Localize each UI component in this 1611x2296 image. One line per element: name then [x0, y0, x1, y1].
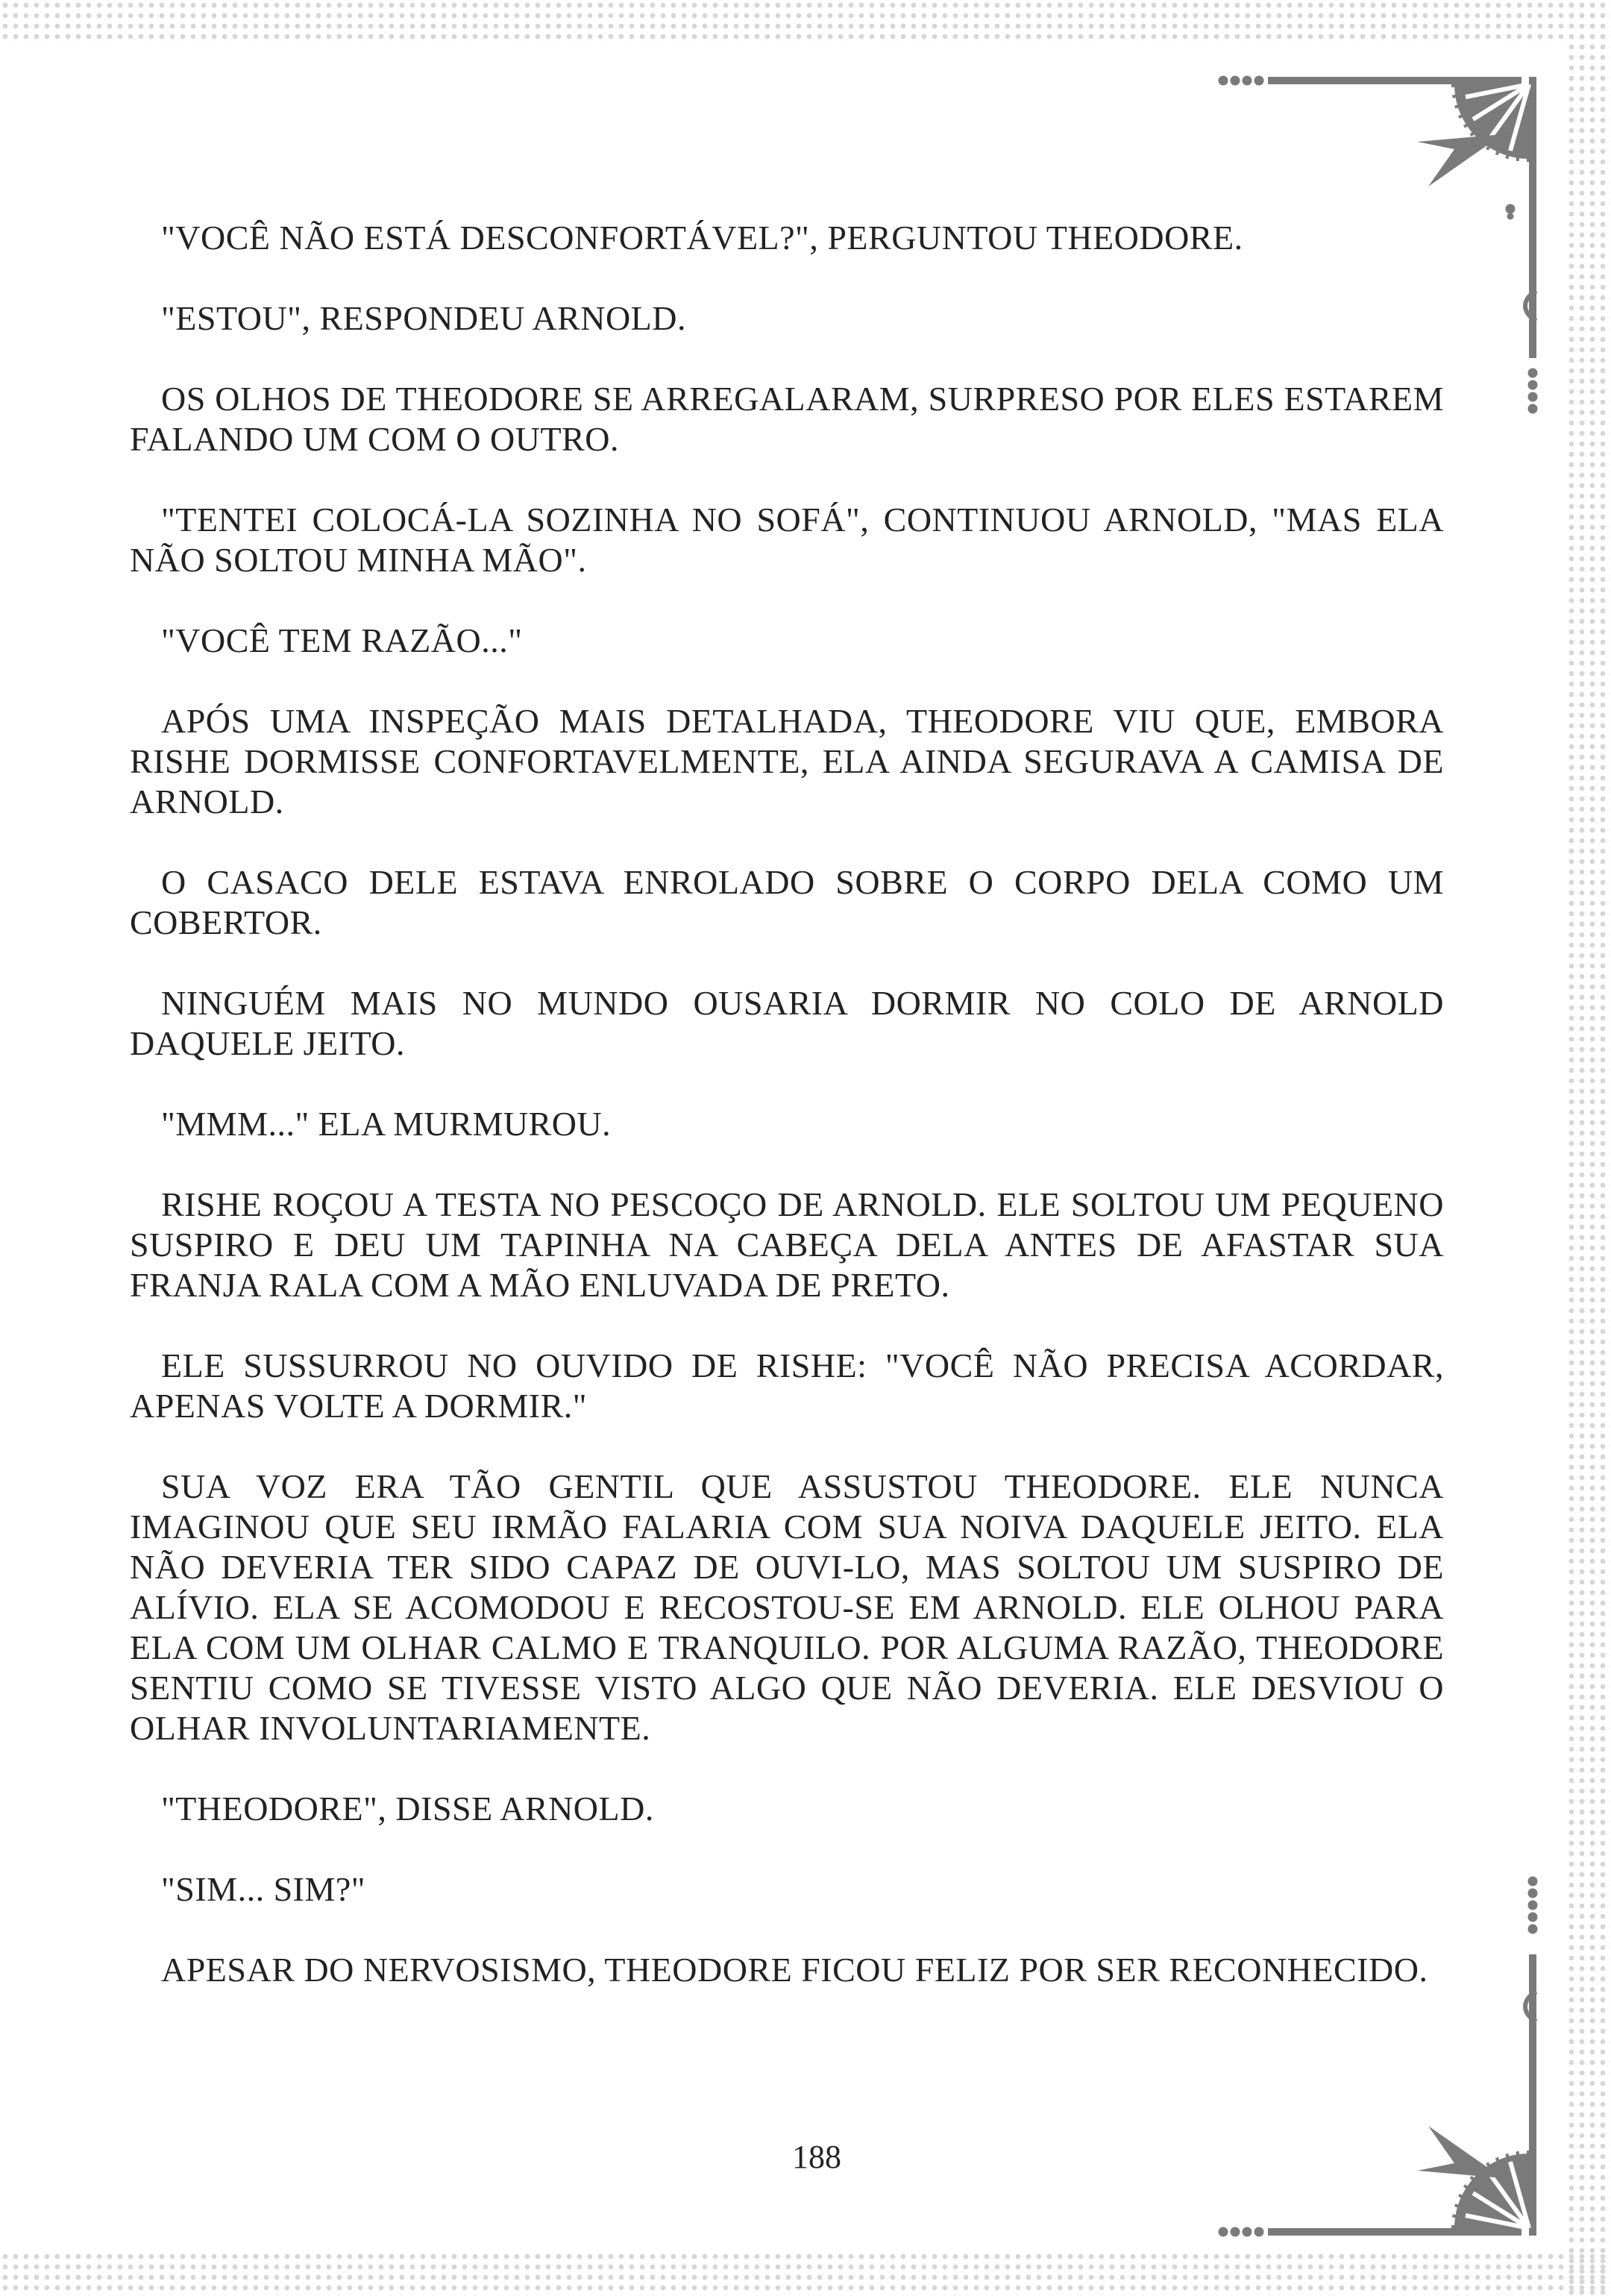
- paragraph: RISHE ROÇOU A TESTA NO PESCOÇO DE ARNOLD. ELE SOLTOU UM PEQUENO SUSPIRO E DEU UM TAPINHA NA CABEÇA DELA ANTES DE AFASTAR SUA FRANJA RALA COM A MÃO ENLUVADA DE PRETO.: [130, 1185, 1444, 1304]
- paragraph: SUA VOZ ERA TÃO GENTIL QUE ASSUSTOU THEODORE. ELE NUNCA IMAGINOU QUE SEU IRMÃO FALARIA COM SUA NOIVA DAQUELE JEITO. ELA NÃO DEVERIA TER SIDO CAPAZ DE OUVI-LO, MAS SOLTOU UM SUSPIRO DE ALÍVIO. ELA SE ACOMODOU E RECOSTOU-SE EM ARNOLD. ELE OLHOU PARA ELA COM UM OLHAR CALMO E TRANQUILO. POR ALGUMA RAZÃO, THEODORE SENTIU COMO SE TIVESSE VISTO ALGO QUE NÃO DEVERIA. ELE DESVIOU O OLHAR INVOLUNTARIAMENTE.: [130, 1467, 1444, 1747]
- page-number: 188: [792, 2139, 841, 2175]
- paragraph: APESAR DO NERVOSISMO, THEODORE FICOU FELIZ POR SER RECONHECIDO.: [161, 1951, 1428, 1989]
- paragraph: "MMM..." ELA MURMUROU.: [161, 1105, 612, 1143]
- paragraph: APÓS UMA INSPEÇÃO MAIS DETALHADA, THEODORE VIU QUE, EMBORA RISHE DORMISSE CONFORTAVELMENTE, ELA AINDA SEGURAVA A CAMISA DE ARNOLD.: [130, 702, 1444, 821]
- paragraph: OS OLHOS DE THEODORE SE ARREGALARAM, SURPRESO POR ELES ESTAREM FALANDO UM COM O OUTRO.: [130, 380, 1444, 458]
- dotted-border-top: [0, 0, 1611, 45]
- dotted-border-right: [1566, 0, 1611, 2296]
- paragraph: "TENTEI COLOCÁ-LA SOZINHA NO SOFÁ", CONTINUOU ARNOLD, "MAS ELA NÃO SOLTOU MINHA MÃO".: [130, 501, 1444, 579]
- body-text: [130, 218, 1444, 2030]
- paragraph: "VOCÊ TEM RAZÃO...": [161, 621, 523, 659]
- paragraph: "VOCÊ NÃO ESTÁ DESCONFORTÁVEL?", PERGUNTOU THEODORE.: [161, 219, 1243, 257]
- paragraph: ELE SUSSURROU NO OUVIDO DE RISHE: "VOCÊ NÃO PRECISA ACORDAR, APENAS VOLTE A DORMIR.": [130, 1346, 1444, 1425]
- dotted-border-bottom: [0, 2251, 1611, 2296]
- paragraph: O CASACO DELE ESTAVA ENROLADO SOBRE O CORPO DELA COMO UM COBERTOR.: [130, 863, 1444, 941]
- paragraph: "ESTOU", RESPONDEU ARNOLD.: [161, 299, 686, 337]
- paragraph: "THEODORE", DISSE ARNOLD.: [161, 1790, 654, 1828]
- paragraph: NINGUÉM MAIS NO MUNDO OUSARIA DORMIR NO COLO DE ARNOLD DAQUELE JEITO.: [130, 984, 1444, 1062]
- paragraph: "SIM... SIM?": [161, 1870, 366, 1908]
